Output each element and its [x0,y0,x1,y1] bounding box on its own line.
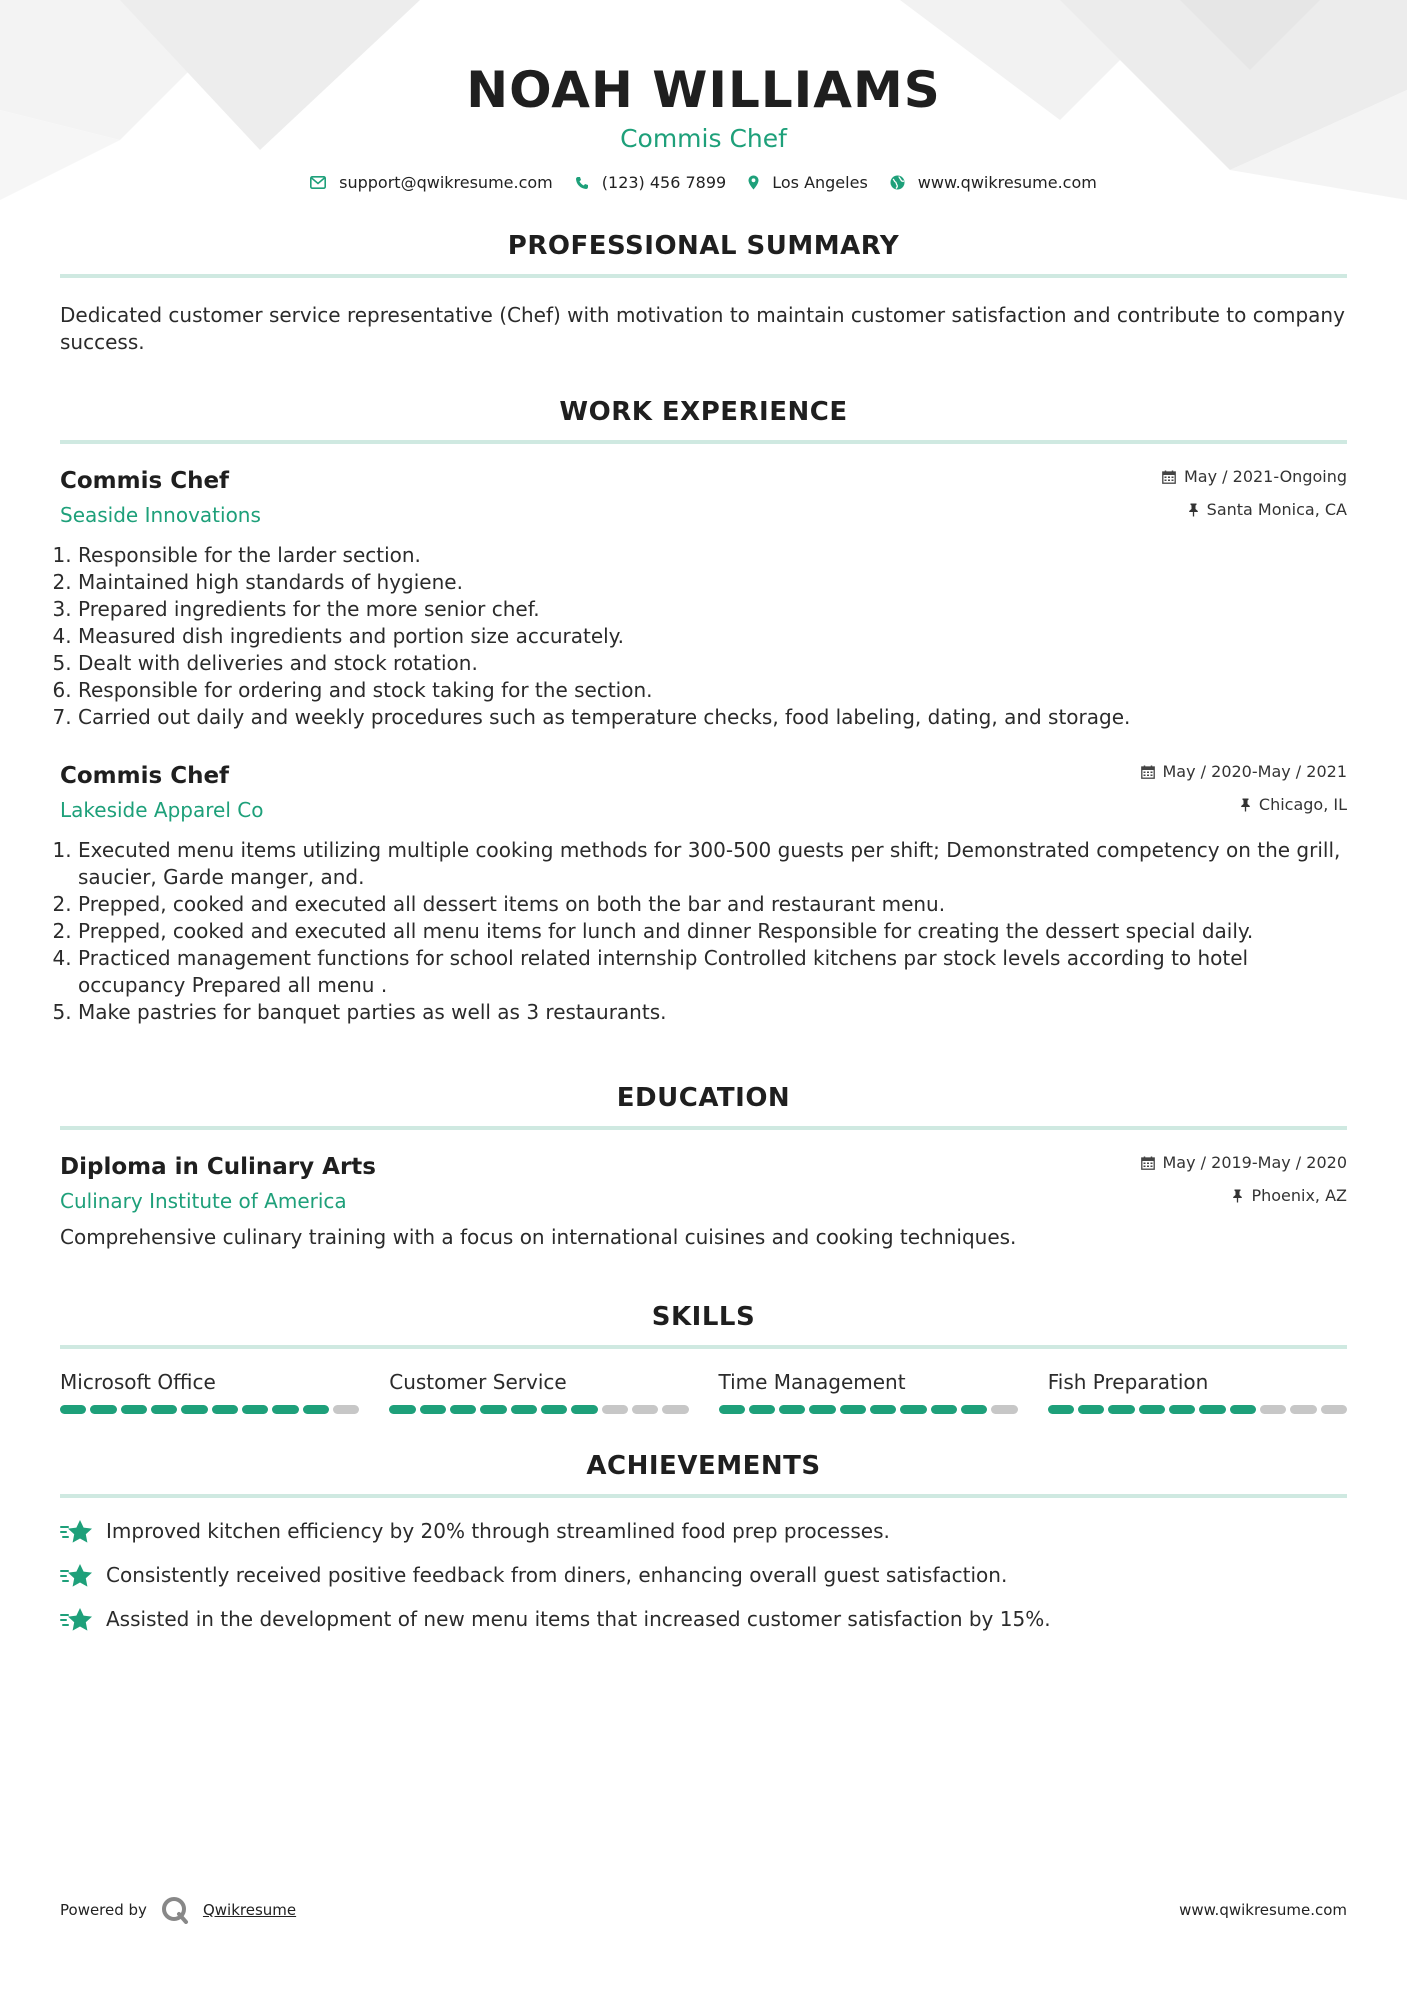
skill-level-segment [90,1405,116,1414]
achievement-text: Consistently received positive feedback from diners, enhancing overall guest satisfaction. [106,1563,1008,1587]
email-text: support@qwikresume.com [339,173,553,192]
phone-text: (123) 456 7899 [601,173,727,192]
skill-name: Fish Preparation [1047,1370,1209,1394]
qwikresume-link[interactable]: Qwikresume [202,1901,297,1919]
skill-level-segment [719,1405,745,1414]
candidate-role: Commis Chef [620,124,787,153]
skill-level-segment [900,1405,926,1414]
achievement-item [60,1518,1347,1545]
achievements-list [60,1518,1347,1633]
list-item: 7. Carried out daily and weekly procedures such as temperature checks, food labeling, dating, and storage. [78,704,1347,731]
skill-level-segment [870,1405,896,1414]
skill-level-segment [809,1405,835,1414]
star-icon [60,1563,94,1589]
section-divider [60,1494,1347,1498]
list-item: 5. Dealt with deliveries and stock rotation. [78,650,1347,677]
job-dates: May / 2020-May / 2021 [1162,762,1347,781]
list-item: 2. Maintained high standards of hygiene. [78,569,1347,596]
experience-section [60,396,1347,1026]
pushpin-icon [1188,503,1199,517]
skill-level-segment [151,1405,177,1414]
job-entry [60,466,1347,731]
skill-level-segment [389,1405,415,1414]
skill-level-segment [511,1405,537,1414]
contact-phone[interactable] [575,173,726,192]
achievement-item [60,1606,1347,1633]
map-pin-icon [748,175,759,190]
skill-level-segment [212,1405,238,1414]
list-item: 3. Prepared ingredients for the more senior chef. [78,596,1347,623]
education-meta [1141,1152,1348,1207]
job-dates: May / 2021-Ongoing [1184,467,1347,486]
skill-level-segment [1321,1405,1347,1414]
skill-level-segment [272,1405,298,1414]
section-divider [60,274,1347,278]
skill-level-segment [333,1405,359,1414]
calendar-icon [1141,765,1155,779]
skill-level-segment [991,1405,1017,1414]
skill-level-segment [121,1405,147,1414]
skills-grid [60,1369,1347,1414]
skill-level-segment [779,1405,805,1414]
contact-website[interactable] [890,173,1097,192]
list-item: 2. Prepped, cooked and executed all dessert items on both the bar and restaurant menu. [78,891,1347,918]
qwikresume-logo [161,1896,189,1924]
skill-level-segment [931,1405,957,1414]
section-divider [60,440,1347,444]
skill-level-segment [541,1405,567,1414]
pushpin-icon [1232,1189,1243,1203]
summary-text: Dedicated customer service representative (Chef) with motivation to maintain customer satisfaction and contribute to company success. [60,303,1345,354]
skill-level-segment [602,1405,628,1414]
degree-title: Diploma in Culinary Arts [60,1154,376,1180]
skill-level-segment [1230,1405,1256,1414]
star-icon [60,1607,94,1633]
achievement-text: Improved kitchen efficiency by 20% through streamlined food prep processes. [106,1519,890,1543]
skill-level-segment [181,1405,207,1414]
job-title: Commis Chef [60,468,230,494]
school-name: Culinary Institute of America [60,1189,347,1213]
skill-level-segment [303,1405,329,1414]
education-dates: May / 2019-May / 2020 [1162,1153,1347,1172]
experience-heading: WORK EXPERIENCE [559,397,848,427]
skill-level-segment [420,1405,446,1414]
contact-bar [60,173,1347,192]
pushpin-icon [1240,798,1251,812]
section-divider [60,1345,1347,1349]
job-location: Chicago, IL [1258,795,1347,814]
skill-level-segment [1260,1405,1286,1414]
envelope-icon [310,176,326,189]
skill-item [1048,1369,1347,1414]
education-entry [60,1152,1347,1251]
skill-level-bar [719,1405,1018,1414]
skill-name: Customer Service [389,1370,567,1394]
list-item: 1. Executed menu items utilizing multiple cooking methods for 300-500 guests per shift; Demonstrated competency on the grill, saucier, Garde manger, and. [78,837,1347,891]
skill-level-segment [749,1405,775,1414]
skill-level-segment [1290,1405,1316,1414]
calendar-icon [1141,1156,1155,1170]
skill-level-segment [450,1405,476,1414]
skill-item [60,1369,359,1414]
skill-level-segment [662,1405,688,1414]
section-divider [60,1126,1347,1130]
skill-level-segment [1078,1405,1104,1414]
skill-level-segment [632,1405,658,1414]
skill-item [719,1369,1018,1414]
education-location: Phoenix, AZ [1251,1186,1347,1205]
education-heading: EDUCATION [616,1083,791,1113]
skill-level-segment [1199,1405,1225,1414]
skill-level-segment [1169,1405,1195,1414]
skill-item [389,1369,688,1414]
job-company: Lakeside Apparel Co [60,798,264,822]
powered-by [60,1896,296,1924]
achievements-heading: ACHIEVEMENTS [586,1451,821,1481]
list-item: 1. Responsible for the larder section. [78,542,1347,569]
skill-name: Time Management [718,1370,906,1394]
job-responsibilities [60,837,1347,1026]
candidate-name: NOAH WILLIAMS [466,61,941,119]
job-location: Santa Monica, CA [1206,500,1347,519]
contact-email[interactable] [310,173,553,192]
location-text: Los Angeles [772,173,868,192]
job-company: Seaside Innovations [60,503,261,527]
skill-level-segment [840,1405,866,1414]
list-item: 4. Practiced management functions for school related internship Controlled kitchens par stock levels according to hotel occupancy Prepared all menu . [78,945,1347,999]
skill-level-segment [242,1405,268,1414]
achievements-section [60,1450,1347,1633]
list-item: 4. Measured dish ingredients and portion size accurately. [78,623,1347,650]
skill-level-segment [1108,1405,1134,1414]
skills-section [60,1301,1347,1414]
list-item: 6. Responsible for ordering and stock taking for the section. [78,677,1347,704]
list-item: 5. Make pastries for banquet parties as well as 3 restaurants. [78,999,1347,1026]
globe-icon [890,175,905,190]
footer-website[interactable]: www.qwikresume.com [1179,1901,1347,1919]
list-item: 2. Prepped, cooked and executed all menu items for lunch and dinner Responsible for creating the dessert special daily. [78,918,1347,945]
job-responsibilities [60,542,1347,731]
achievement-text: Assisted in the development of new menu items that increased customer satisfaction by 15%. [106,1607,1051,1631]
education-description: Comprehensive culinary training with a focus on international cuisines and cooking techniques. [60,1225,1017,1249]
achievement-item [60,1562,1347,1589]
phone-icon [575,176,589,190]
job-meta [1141,761,1348,816]
resume-header [60,0,1347,192]
skills-heading: SKILLS [651,1302,756,1332]
contact-location [748,173,868,192]
calendar-icon [1162,470,1176,484]
powered-by-label: Powered by [60,1901,147,1919]
skill-level-segment [961,1405,987,1414]
star-icon [60,1519,94,1545]
page-footer [60,1896,1347,1924]
summary-section [60,230,1347,356]
skill-name: Microsoft Office [60,1370,216,1394]
job-entry [60,761,1347,1026]
skill-level-segment [60,1405,86,1414]
skill-level-segment [571,1405,597,1414]
job-title: Commis Chef [60,763,230,789]
skill-level-bar [389,1405,688,1414]
skill-level-bar [1048,1405,1347,1414]
summary-heading: PROFESSIONAL SUMMARY [507,231,900,261]
education-section [60,1082,1347,1251]
skill-level-segment [1139,1405,1165,1414]
skill-level-segment [1048,1405,1074,1414]
skill-level-bar [60,1405,359,1414]
job-meta [1162,466,1347,521]
website-text: www.qwikresume.com [917,173,1097,192]
skill-level-segment [480,1405,506,1414]
